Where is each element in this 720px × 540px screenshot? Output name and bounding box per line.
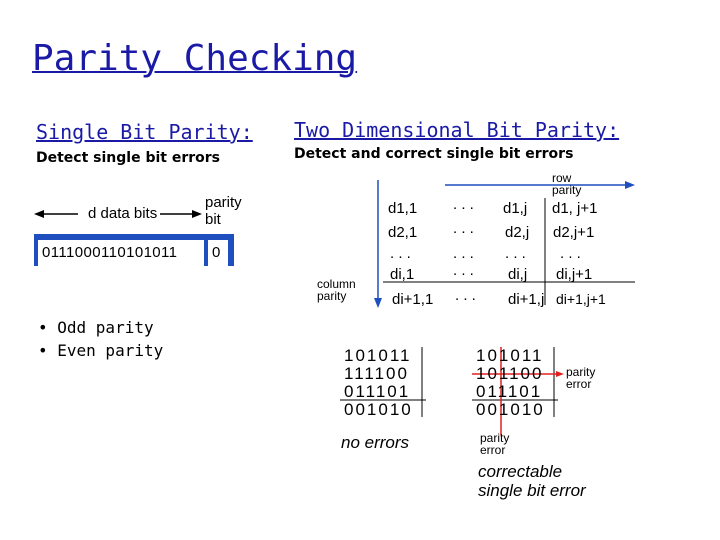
cell-r2c4: d2,j+1 bbox=[553, 224, 595, 241]
cell-r5c1: di+1,1 bbox=[392, 291, 434, 308]
data-bits-label: d data bits bbox=[88, 205, 158, 222]
matrix-row: 101011 bbox=[344, 346, 412, 365]
bullet-odd-parity: • Odd parity bbox=[38, 316, 163, 339]
cell-r4c2: . . . bbox=[453, 262, 474, 279]
matrix-row: 001010 bbox=[476, 400, 545, 419]
cell-r4c3: di,j bbox=[508, 266, 528, 283]
arrow-head-right bbox=[192, 210, 202, 218]
matrix-row: 011101 bbox=[344, 382, 411, 401]
two-dim-heading: Two Dimensional Bit Parity: bbox=[294, 118, 620, 142]
bullet-even-parity: • Even parity bbox=[38, 339, 163, 362]
row-parity-error-label: parity error bbox=[566, 365, 596, 391]
cell-r3c3: . . . bbox=[505, 245, 526, 262]
cell-r2c1: d2,1 bbox=[388, 224, 418, 241]
cell-r5c3: di+1,j bbox=[508, 291, 545, 308]
cell-r3c4: . . . bbox=[560, 245, 581, 262]
row-parity-label: row parity bbox=[552, 171, 582, 197]
cell-r1c2: . . . bbox=[453, 196, 474, 213]
bit-string: 0111000110101011 bbox=[42, 244, 178, 261]
cell-r1c1: d1,1 bbox=[388, 200, 418, 217]
cell-r5c2: . . . bbox=[455, 287, 476, 304]
cell-r4c1: di,1 bbox=[390, 266, 415, 283]
matrix-row: 001010 bbox=[344, 400, 413, 419]
no-errors-caption: no errors bbox=[341, 433, 410, 452]
matrix-row: 011101 bbox=[476, 382, 543, 401]
matrix-row: 101100 bbox=[476, 364, 544, 383]
column-parity-label: column parity bbox=[317, 277, 356, 303]
column-parity-error-label: parity error bbox=[480, 431, 510, 457]
matrix-row: 111100 bbox=[344, 364, 409, 383]
cell-r1c3: d1,j bbox=[503, 200, 528, 217]
example-single-error bbox=[476, 347, 545, 419]
parity-bit-label: parity bit bbox=[205, 194, 242, 228]
cell-r2c3: d2,j bbox=[505, 224, 530, 241]
cell-r2c2: . . . bbox=[453, 220, 474, 237]
single-bit-error-caption: single bit error bbox=[478, 481, 586, 500]
page-title: Parity Checking bbox=[32, 38, 358, 79]
correctable-caption: correctable bbox=[478, 462, 563, 481]
cell-r4c4: di,j+1 bbox=[556, 266, 593, 283]
cell-r5c4: di+1,j+1 bbox=[556, 291, 606, 307]
two-dim-subheading: Detect and correct single bit errors bbox=[294, 146, 574, 162]
parity-bit-value: 0 bbox=[212, 244, 221, 261]
cell-r3c2: . . . bbox=[453, 245, 474, 262]
arrow-head-left bbox=[34, 210, 44, 218]
single-bit-subheading: Detect single bit errors bbox=[36, 150, 221, 166]
matrix-row: 101011 bbox=[476, 346, 544, 365]
single-bit-heading: Single Bit Parity: bbox=[36, 120, 253, 144]
cell-r1c4: d1, j+1 bbox=[552, 200, 598, 217]
parity-bullets bbox=[38, 316, 163, 362]
cell-r3c1: . . . bbox=[390, 245, 411, 262]
